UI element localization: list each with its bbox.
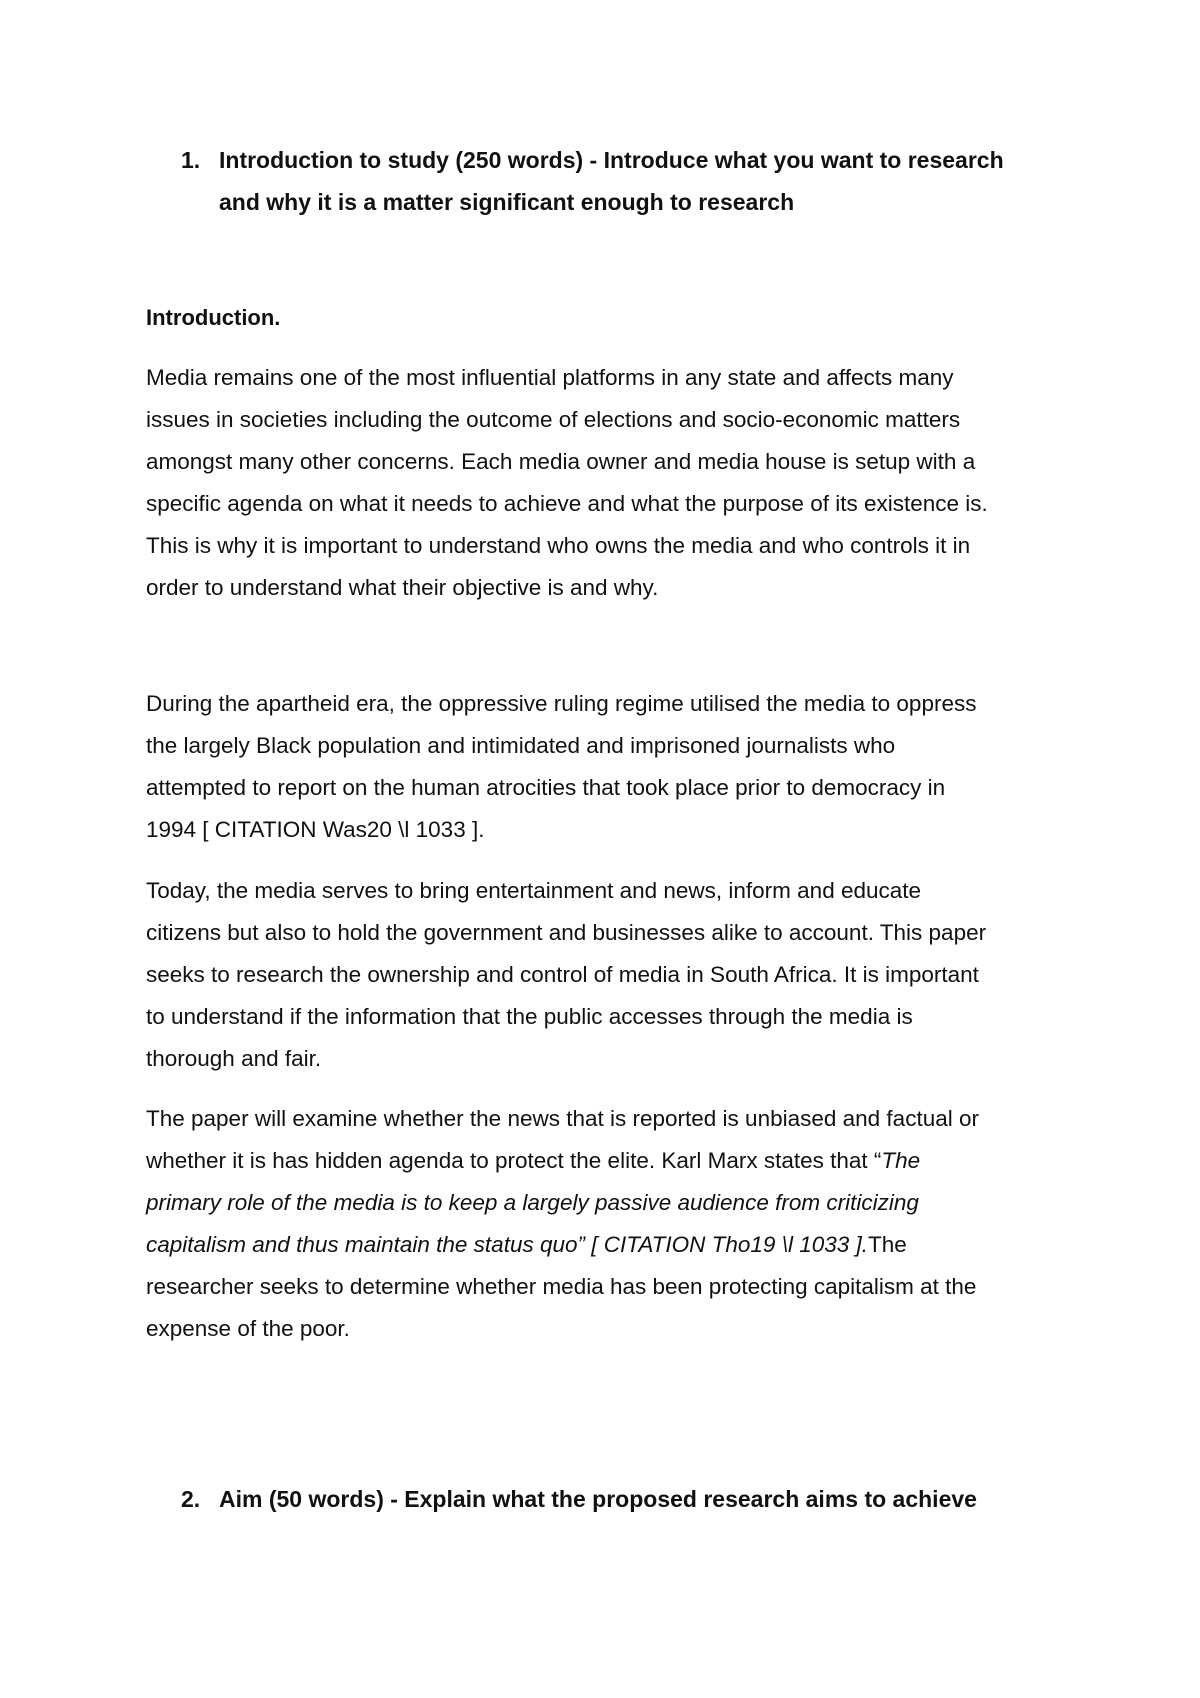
paragraph-line: Today, the media serves to bring entertainment and news, inform and educate <box>146 878 922 903</box>
section-2-heading <box>181 1478 1061 1520</box>
section-1-number: 1. <box>181 147 201 173</box>
paragraph-media-influence <box>146 357 1066 609</box>
paragraph-line: attempted to report on the human atrocities that took place prior to democracy in <box>146 775 946 800</box>
quote-text: The <box>881 1148 921 1173</box>
paragraph-line: specific agenda on what it needs to achieve and what the purpose of its existence is. <box>146 491 988 516</box>
paragraph-line: seeks to research the ownership and control of media in South Africa. It is important <box>146 962 979 987</box>
paragraph-text: The <box>868 1232 907 1257</box>
section-2-line-1: Aim (50 words) - Explain what the proposed research aims to achieve <box>219 1486 977 1512</box>
paragraph-line: During the apartheid era, the oppressive ruling regime utilised the media to oppress <box>146 691 977 716</box>
section-1-line-2: and why it is a matter significant enough to research <box>219 189 795 215</box>
section-1-heading <box>181 139 1061 223</box>
paragraph-line: This is why it is important to understand who owns the media and who controls it in <box>146 533 971 558</box>
quote-citation: capitalism and thus maintain the status quo” [ CITATION Tho19 \l 1033 ]. <box>146 1232 869 1257</box>
paragraph-line: researcher seeks to determine whether media has been protecting capitalism at the <box>146 1274 977 1299</box>
paragraph-line <box>146 1182 1066 1224</box>
paragraph-line <box>146 1140 1066 1182</box>
paragraph-text: whether it is has hidden agenda to protect the elite. Karl Marx states that “ <box>146 1148 882 1173</box>
section-1-line-1: Introduction to study (250 words) - Introduce what you want to research <box>219 147 1004 173</box>
paragraph-apartheid-era <box>146 683 1066 851</box>
paragraph-line: The paper will examine whether the news that is reported is unbiased and factual or <box>146 1106 979 1131</box>
quote-text: primary role of the media is to keep a largely passive audience from criticizing <box>146 1190 919 1215</box>
paragraph-line: issues in societies including the outcome of elections and socio-economic matters <box>146 407 961 432</box>
paragraph-line: citizens but also to hold the government and businesses alike to account. This paper <box>146 920 987 945</box>
paragraph-line: amongst many other concerns. Each media owner and media house is setup with a <box>146 449 976 474</box>
paragraph-line: order to understand what their objective is and why. <box>146 575 659 600</box>
paragraph-line: to understand if the information that the public accesses through the media is <box>146 1004 913 1029</box>
paragraph-media-today <box>146 870 1066 1080</box>
paragraph-line: thorough and fair. <box>146 1046 322 1071</box>
paragraph-karl-marx-quote <box>146 1098 1066 1350</box>
section-2-number: 2. <box>181 1486 201 1512</box>
paragraph-line: the largely Black population and intimidated and imprisoned journalists who <box>146 733 896 758</box>
introduction-heading: Introduction. <box>146 305 281 330</box>
paragraph-line: expense of the poor. <box>146 1316 350 1341</box>
paragraph-line: 1994 [ CITATION Was20 \l 1033 ]. <box>146 817 485 842</box>
paragraph-line: Media remains one of the most influential platforms in any state and affects many <box>146 365 954 390</box>
paragraph-line <box>146 1224 1066 1266</box>
